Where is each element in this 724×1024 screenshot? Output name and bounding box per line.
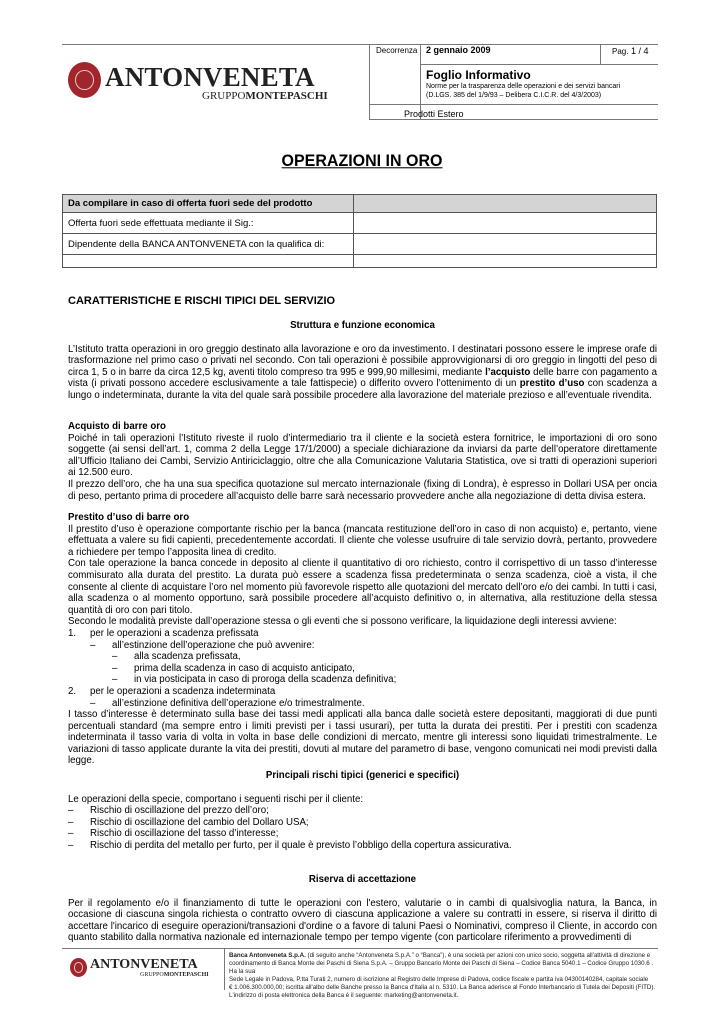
header-divider-page bbox=[600, 44, 601, 64]
section-rischi bbox=[68, 770, 657, 852]
header-divider-left bbox=[369, 44, 370, 119]
prestito-heading: Prestito d’uso di barre oro bbox=[68, 512, 190, 523]
sheet-note: Norme per la trasparenza delle operazioni e dei servizi bancari (D.LGS. 385 del 1/9/93 – Delibera C.I.C.R. del 4/3/2003) bbox=[426, 83, 621, 99]
prestito-paragraph-3: Secondo le modalità previste dall’operazione stessa o gli eventi che si possono verificare, la liquidazione degli interessi avviene: bbox=[68, 616, 617, 628]
page-number: Pag. 1 / 4 bbox=[612, 46, 649, 56]
prestito-paragraph-1: Il prestito d’uso è operazione comportante rischio per la banca (mancata restituzione dell’oro in caso di non acquisto) e, pertanto, viene effettuata a valere su fidi capienti, precedentemente accordati. Il cliente che volesse usufruire di tale servizio dovrà, pertanto, provvedere a richiedere per tempo l’apposita linea di credito. bbox=[68, 523, 657, 558]
brand-name: ANTONVENETA bbox=[105, 62, 315, 92]
form-empty-cell bbox=[354, 255, 657, 268]
list-item: – Rischio di oscillazione del cambio del Dollaro USA; bbox=[68, 816, 309, 828]
header-category-rule-bottom bbox=[369, 119, 658, 120]
bank-seal-logo bbox=[68, 62, 101, 98]
form-field-employee[interactable] bbox=[354, 234, 657, 255]
section-prestito bbox=[68, 512, 657, 767]
footer-legal-text: Banca Antonveneta S.p.A. (di seguito anche “Antonveneta S.p.A.” o “Banca”), è una società per azioni con unico socio, soggetta all'attività di direzione e coordinamento di Banca Monte dei Paschi di Siena S.p.A. – Gruppo Bancario Monte dei Paschi di Siena – Codice Banca 5040.1 – Codice Gruppo 1030.6 . Ha la sua Sede Legale in Padova, P.tta Turati 2, numero di iscrizione al Registro delle Imprese di Padova, codice fiscale e partita iva 04300140284, capitale sociale € 1.006.300.000,00; iscritta all'albo delle Banche presso la Banca d'Italia al n. 5310. La Banca aderisce al Fondo Interbancario di Tutela dei Depositi (FITD). L'indirizzo di posta elettronica della Banca è il seguente: marketing@antonveneta.it. bbox=[229, 952, 656, 999]
effective-date: 2 gennaio 2009 bbox=[426, 45, 491, 55]
form-empty-cell bbox=[63, 255, 354, 268]
form-header-blank bbox=[354, 195, 657, 213]
form-label-seller: Offerta fuori sede effettuata mediante il Sig.: bbox=[63, 213, 354, 234]
acquisto-paragraph-2: Il prezzo dell’oro, che ha una sua specifica quotazione sul mercato internazionale (fixing di Londra), è espresso in Dollari USA per oncia di peso, pertanto prima di procedere all’acquisto delle barre sarà necessario provvedere anche alla negoziazione di detta divisa estera. bbox=[68, 478, 657, 502]
acquisto-heading: Acquisto di barre oro bbox=[68, 421, 166, 432]
list-item: – all’estinzione dell’operazione che può avvenire: bbox=[90, 639, 315, 651]
header-date-rule bbox=[420, 64, 658, 65]
rischi-heading: Principali rischi tipici (generici e specifici) bbox=[265, 770, 460, 781]
sheet-title: Foglio Informativo bbox=[426, 68, 531, 82]
list-item: – all’estinzione definitiva dell’operazione e/o trimestralmente. bbox=[90, 697, 365, 709]
footer-brand-group: GRUPPOMONTEPASCHI bbox=[140, 972, 209, 978]
footer-brand-name: ANTONVENETA bbox=[90, 957, 198, 972]
prestito-paragraph-2: Con tale operazione la banca concede in deposito al cliente il quantitativo di oro richiesto, contro il corrispettivo di un tasso d’interesse commisurato alla durata del prestito. La durata può essere a scadenza fissa predeterminata o senza scadenza, cioè a vista, il che consente al cliente di acquistare l’oro nel momento più favorevole rispetto alle quotazioni del mercato dell’oro e/o dei cambi. In tutti i casi, alla scadenza o al momento opportuno, sarà possibile procedere all’acquisto definitivo o, in alternativa, alla restituzione della stessa quantità di oro con pari titolo. bbox=[68, 558, 657, 616]
list-item: – in via posticipata in caso di proroga della scadenza definitiva; bbox=[112, 674, 397, 686]
header-divider-date bbox=[420, 44, 421, 119]
prestito-paragraph-4: I tasso d’interesse è determinato sulla base dei tassi medi applicati alla banca dalle società estere depositanti, maggiorati di due punti percentuali standard (ma sempre entro i limiti previsti per i tassi usurari), per tutta la durata dei prestiti. Per i prestiti con scadenza indeterminata il tasso varia di volta in volta in base delle condizioni di mercato, mentre gli interessi sono liquidati trimestralmente. Le variazioni di tasso applicate durante la vita dei prestiti, dovuti al mutare del parametro di base, vengono comunicati nei modi previsti dalla legge. bbox=[68, 709, 657, 767]
list-item: 1. per le operazioni a scadenza prefissata bbox=[68, 627, 259, 639]
list-item: – prima della scadenza in caso di acquisto anticipato, bbox=[112, 662, 355, 674]
header-top-rule bbox=[62, 44, 658, 45]
footer-rule bbox=[62, 948, 658, 949]
list-item: 2. per le operazioni a scadenza indeterminata bbox=[68, 685, 276, 697]
footer-seal-logo bbox=[70, 958, 87, 977]
section-acquisto bbox=[68, 421, 657, 502]
list-item: – alla scadenza prefissata, bbox=[112, 651, 241, 663]
list-item: – Rischio di oscillazione del prezzo dell’oro; bbox=[68, 805, 269, 817]
footer-divider bbox=[224, 948, 225, 990]
header-category-rule-top bbox=[369, 104, 658, 105]
rischi-intro: Le operazioni della specie, comportano i seguenti rischi per il cliente: bbox=[68, 793, 364, 805]
decorrenza-label: Decorrenza bbox=[376, 46, 418, 55]
product-category: Prodotti Estero bbox=[404, 109, 464, 119]
offer-form-table bbox=[62, 194, 657, 268]
form-header: Da compilare in caso di offerta fuori sede del prodotto bbox=[63, 195, 354, 213]
risk-list bbox=[68, 805, 657, 851]
list-item: – Rischio di perdita del metallo per furto, per il quale è previsto l’obbligo della copertura assicurativa. bbox=[68, 839, 512, 851]
form-label-employee: Dipendente della BANCA ANTONVENETA con la qualifica di: bbox=[63, 234, 354, 255]
list-item: – Rischio di oscillazione del tasso d’interesse; bbox=[68, 828, 279, 840]
brand-group: GRUPPOMONTEPASCHI bbox=[202, 90, 328, 102]
struttura-heading: Struttura e funzione economica bbox=[290, 320, 435, 331]
section-riserva bbox=[68, 874, 657, 944]
riserva-heading: Riserva di accettazione bbox=[308, 874, 417, 885]
struttura-paragraph: L’Istituto tratta operazioni in oro greggio destinato alla lavorazione e oro da investimento. I destinatari possono essere le imprese orafe di trasformazione nel primo caso o privati nel secondo. Con tali operazioni è possibile approvvigionarsi di oro greggio in lingotti del peso di circa 1, 5 o in barre da circa 12,5 kg, aventi titolo compreso tra 995 e 999,90 millesimi, mediante l’acquisto delle barre con pagamento a vista (i privati possono accedere esclusivamente a tale fattispecie) o differito ovvero l’ottenimento di un prestito d’uso con scadenza a lungo o indeterminata, durante la vita del quale sarà possibile procedere alla lavorazione del materiale prezioso e all’eventuale rivendita. bbox=[68, 343, 657, 401]
section-title: CARATTERISTICHE E RISCHI TIPICI DEL SERVIZIO bbox=[68, 295, 336, 307]
page-title: OPERAZIONI IN ORO bbox=[281, 152, 443, 171]
riserva-paragraph: Per il regolamento e/o il finanziamento di tutte le operazioni con l'estero, valutarie o in cambi di qualsivoglia natura, la Banca, in occasione di ciascuna singola richiesta o contratto ovvero di ciascuna applicazione a valere su contratti in essere, si riserva il diritto di accettare l'incarico di eseguire operazioni/transazioni d'ordine o a favore di taluni Paesi o Nominativi, compreso il Cliente, in accordo con quanto stabilito dalla normativa nazionale ed internazionale tempo per tempo vigente (con particolare riferimento a provvedimenti di bbox=[68, 897, 657, 944]
section-struttura bbox=[68, 320, 657, 402]
acquisto-paragraph-1: Poiché in tali operazioni l’Istituto riveste il ruolo d’intermediario tra il cliente e la società estera fornitrice, le importazioni di oro sono soggette (ai sensi dell’art. 1, comma 2 della Legge 17/1/2000) a speciale dichiarazione da inviarsi da parte dell’operatore direttamente all’Ufficio Italiano dei Cambi, Servizio Antiriciclaggio, oltre che alla Comunicazione Valutaria Statistica, ove si tratti di operazioni superiori ai 12.500 euro. bbox=[68, 432, 657, 479]
interest-settlement-list bbox=[68, 628, 657, 709]
form-field-seller[interactable] bbox=[354, 213, 657, 234]
